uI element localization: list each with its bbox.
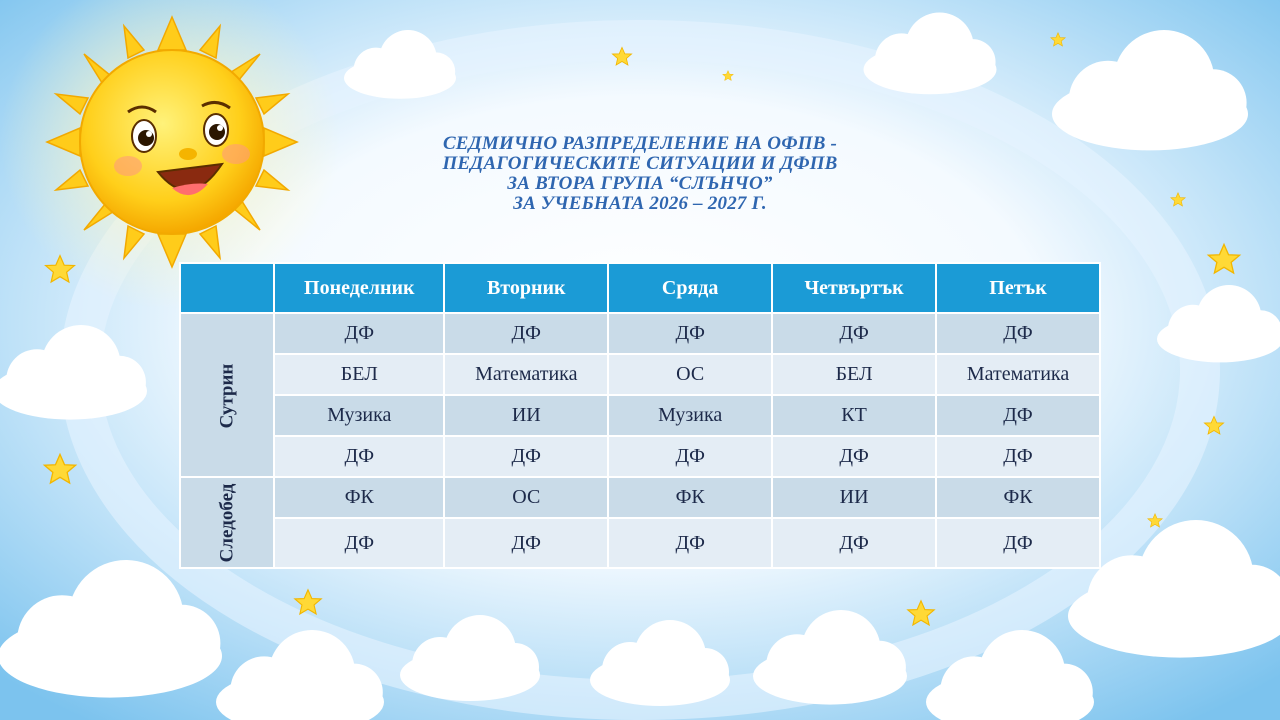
table-cell: ДФ	[274, 313, 444, 354]
corner-cell	[180, 263, 274, 313]
table-cell: ОС	[608, 354, 772, 395]
schedule-table	[179, 262, 1101, 569]
period-label-afternoon: Следобед	[216, 483, 238, 563]
table-cell: Математика	[936, 354, 1100, 395]
table-cell: ДФ	[274, 518, 444, 568]
table-cell: ФК	[274, 477, 444, 518]
table-cell: ДФ	[936, 518, 1100, 568]
table-cell: ДФ	[936, 395, 1100, 436]
table-cell: ИИ	[772, 477, 936, 518]
table-cell: ДФ	[772, 518, 936, 568]
table-cell: БЕЛ	[274, 354, 444, 395]
sun-illustration	[47, 17, 297, 267]
table-cell: ФК	[608, 477, 772, 518]
column-header-monday: Понеделник	[274, 263, 444, 313]
table-cell: ДФ	[936, 313, 1100, 354]
table-row	[180, 477, 1100, 518]
table-cell: ДФ	[444, 313, 608, 354]
table-cell: БЕЛ	[772, 354, 936, 395]
table-row	[180, 354, 1100, 395]
table-row	[180, 436, 1100, 477]
table-cell: КТ	[772, 395, 936, 436]
table-cell: ДФ	[608, 436, 772, 477]
table-row	[180, 518, 1100, 568]
table-cell: ДФ	[772, 436, 936, 477]
period-cell-morning	[180, 313, 274, 477]
title-line-3: ЗА ВТОРА ГРУПА “СЛЪНЧО”	[507, 173, 773, 194]
table-cell: ДФ	[608, 313, 772, 354]
table-row	[180, 395, 1100, 436]
table-cell: Музика	[608, 395, 772, 436]
period-label-morning: Сутрин	[216, 363, 238, 428]
title-line-1: СЕДМИЧНО РАЗПРЕДЕЛЕНИЕ НА ОФПВ -	[442, 133, 838, 154]
table-cell: ДФ	[444, 436, 608, 477]
column-header-wednesday: Сряда	[608, 263, 772, 313]
table-cell: ДФ	[444, 518, 608, 568]
column-header-thursday: Четвъртък	[772, 263, 936, 313]
column-header-tuesday: Вторник	[444, 263, 608, 313]
page-title	[340, 134, 940, 214]
table-cell: ИИ	[444, 395, 608, 436]
period-cell-afternoon	[180, 477, 274, 568]
title-line-2: ПЕДАГОГИЧЕСКИТЕ СИТУАЦИИ И ДФПВ	[442, 153, 838, 174]
title-line-4: ЗА УЧЕБНАТА 2026 – 2027 Г.	[513, 193, 767, 214]
table-cell: ФК	[936, 477, 1100, 518]
table-cell: ДФ	[608, 518, 772, 568]
table-cell: ДФ	[936, 436, 1100, 477]
table-row	[180, 313, 1100, 354]
table-cell: ДФ	[772, 313, 936, 354]
table-cell: Музика	[274, 395, 444, 436]
column-header-friday: Петък	[936, 263, 1100, 313]
table-header-row	[180, 263, 1100, 313]
table-cell: ОС	[444, 477, 608, 518]
table-cell: Математика	[444, 354, 608, 395]
table-cell: ДФ	[274, 436, 444, 477]
